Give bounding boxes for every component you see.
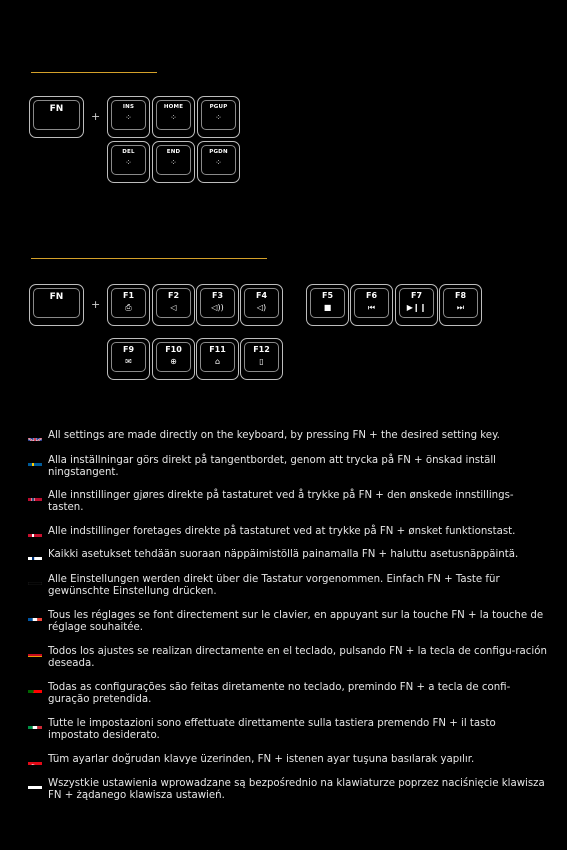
f10-key	[152, 338, 195, 380]
turkey-flag-icon	[28, 756, 42, 765]
plus-sign-2: +	[91, 298, 101, 311]
home-icon: ⌂	[214, 357, 221, 366]
fn-key-label: FN	[49, 292, 64, 302]
light-icon: ⁘	[215, 113, 222, 122]
instruction-tr	[28, 754, 548, 766]
f8-key	[439, 284, 482, 326]
instruction-text: Tous les réglages se font directement sur le clavier, en appuyant sur la touche FN + la touche de réglage souhaitée.	[48, 610, 544, 633]
volume-up-icon: ◁))	[211, 303, 224, 312]
instruction-text: Alla inställningar görs direkt på tangentbordet, genom att trycka på FN + önskad inställ ningstangent.	[48, 455, 496, 478]
end-key	[152, 141, 195, 183]
instruction-pt	[28, 682, 548, 706]
f11-key	[196, 338, 239, 380]
light-icon: ⁘	[125, 158, 132, 167]
italy-flag-icon	[28, 720, 42, 729]
denmark-flag-icon	[28, 528, 42, 537]
instruction-sv	[28, 455, 548, 479]
spain-flag-icon	[28, 648, 42, 657]
f11-key-label: F11	[209, 345, 226, 354]
fn-key-label: FN	[49, 104, 64, 114]
instruction-fr	[28, 610, 548, 634]
pgdn-key-label: PGDN	[209, 149, 228, 155]
end-key-label: END	[166, 149, 181, 155]
f10-key-label: F10	[165, 345, 182, 354]
finland-flag-icon	[28, 551, 42, 560]
f7-key-label: F7	[410, 291, 423, 300]
f5-key-label: F5	[321, 291, 334, 300]
uk-flag-icon	[28, 432, 42, 441]
pgup-key	[197, 96, 240, 138]
instruction-text: Todos los ajustes se realizan directamente en el teclado, pulsando FN + la tecla de configu-ración deseada.	[48, 646, 547, 669]
f12-key	[240, 338, 283, 380]
f6-key-label: F6	[365, 291, 378, 300]
norway-flag-icon	[28, 492, 42, 501]
f9-key-label: F9	[122, 345, 135, 354]
instruction-text: All settings are made directly on the keyboard, by pressing FN + the desired setting key.	[48, 430, 500, 441]
instruction-text: Todas as configurações são feitas diretamente no teclado, premindo FN + a tecla de confi-guração pretendida.	[48, 682, 511, 705]
ins-key	[107, 96, 150, 138]
instruction-text: Alle innstillinger gjøres direkte på tastaturet ved å trykke på FN + den ønskede innstillings-tasten.	[48, 490, 514, 513]
instruction-da	[28, 526, 548, 538]
f2-key-label: F2	[167, 291, 180, 300]
previous-track-icon: ⏮	[367, 303, 376, 312]
media-player-icon: ⎙	[125, 303, 132, 312]
instruction-text: Tüm ayarlar doğrudan klavye üzerinden, FN + istenen ayar tuşuna basılarak yapılır.	[48, 754, 475, 765]
f4-key	[240, 284, 283, 326]
web-icon: ⊕	[170, 357, 177, 366]
home-key	[152, 96, 195, 138]
ins-key-label: INS	[122, 104, 135, 110]
del-key-label: DEL	[122, 149, 135, 155]
light-icon: ⁘	[170, 158, 177, 167]
instruction-text: Tutte le impostazioni sono effettuate direttamente sulla tastiera premendo FN + il tasto impostato desiderato.	[48, 718, 496, 741]
instruction-fi	[28, 549, 548, 561]
sweden-flag-icon	[28, 457, 42, 466]
instruction-text: Alle indstillinger foretages direkte på tastaturet ved at trykke på FN + ønsket funktionstast.	[48, 526, 516, 537]
portugal-flag-icon	[28, 684, 42, 693]
f7-key	[395, 284, 438, 326]
pgup-key-label: PGUP	[209, 104, 228, 110]
instruction-text: Alle Einstellungen werden direkt über die Tastatur vorgenommen. Einfach FN + Taste für gewünschte Einstellung drücken.	[48, 574, 500, 597]
f8-key-label: F8	[454, 291, 467, 300]
germany-flag-icon	[28, 576, 42, 585]
f9-key	[107, 338, 150, 380]
play-pause-icon: ▶❙❙	[406, 303, 427, 312]
instruction-es	[28, 646, 548, 670]
instruction-de	[28, 574, 548, 598]
plus-sign: +	[91, 110, 101, 123]
f6-key	[350, 284, 393, 326]
f2-key	[152, 284, 195, 326]
home-key-label: HOME	[163, 104, 184, 110]
fn-key-2	[29, 284, 84, 326]
light-icon: ⁘	[125, 113, 132, 122]
instruction-text: Kaikki asetukset tehdään suoraan näppäimistöllä painamalla FN + haluttu asetusnäppäintä.	[48, 549, 519, 560]
f12-key-label: F12	[253, 345, 270, 354]
mute-icon: ◁	[170, 303, 177, 312]
calculator-icon: ▯	[259, 357, 264, 366]
f5-key	[306, 284, 349, 326]
instruction-no	[28, 490, 548, 514]
instruction-text: Wszystkie ustawienia wprowadzane są bezpośrednio na klawiaturze poprzez naciśnięcie klawisza FN + żądanego klawisza ustawień.	[48, 778, 545, 801]
f1-key	[107, 284, 150, 326]
stop-icon: ■	[323, 303, 332, 312]
f3-key	[196, 284, 239, 326]
f1-key-label: F1	[122, 291, 135, 300]
volume-down-icon: ◁)	[256, 303, 267, 312]
section-divider-1	[31, 72, 157, 73]
poland-flag-icon	[28, 780, 42, 789]
mail-icon: ✉	[125, 357, 132, 366]
france-flag-icon	[28, 612, 42, 621]
light-icon: ⁘	[215, 158, 222, 167]
f3-key-label: F3	[211, 291, 224, 300]
light-icon: ⁘	[170, 113, 177, 122]
instruction-it	[28, 718, 548, 742]
fn-key	[29, 96, 84, 138]
del-key	[107, 141, 150, 183]
pgdn-key	[197, 141, 240, 183]
instruction-en	[28, 430, 548, 442]
instruction-pl	[28, 778, 548, 802]
next-track-icon: ⏭	[456, 303, 465, 312]
section-divider-2	[31, 258, 267, 259]
f4-key-label: F4	[255, 291, 268, 300]
